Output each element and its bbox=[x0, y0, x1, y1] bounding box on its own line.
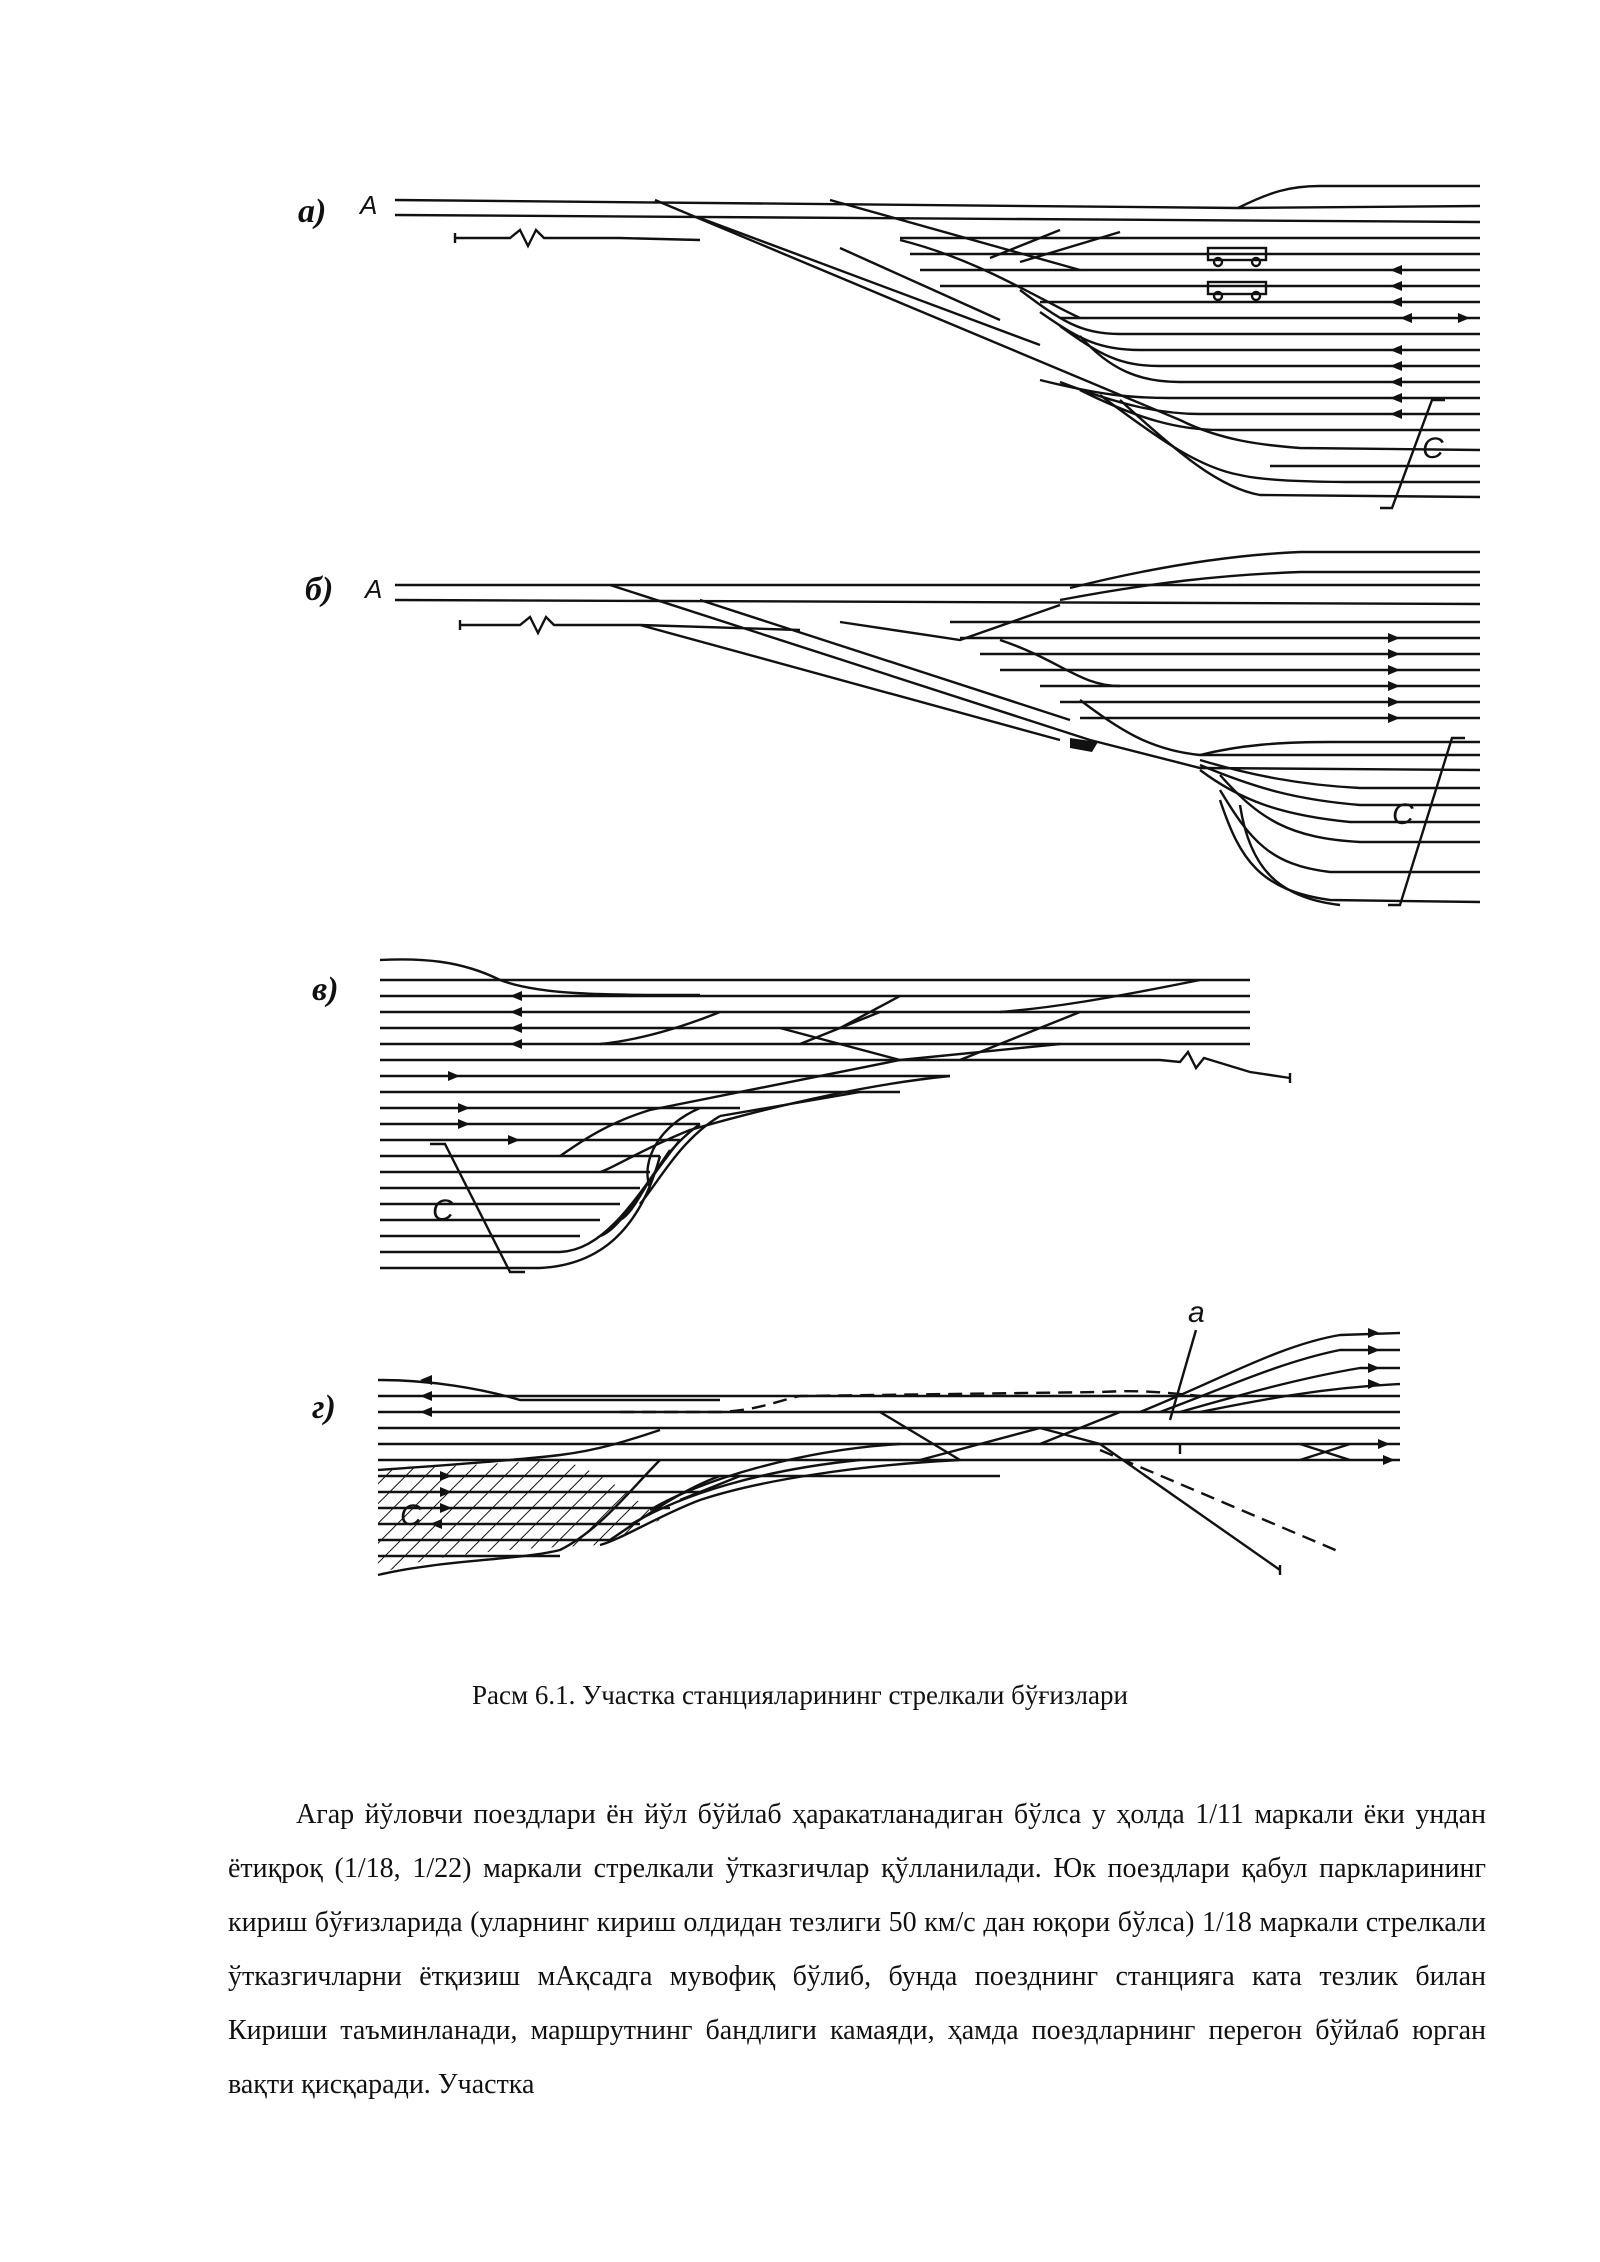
figure-caption: Расм 6.1. Участка станцияларининг стрелкали бўғизлари bbox=[472, 1680, 1128, 1710]
panel-g bbox=[312, 1296, 1400, 1575]
panel-g-marker-label: а bbox=[1188, 1296, 1205, 1329]
body-paragraph: Агар йўловчи поездлари ён йўл бўйлаб ҳаракатланадиган бўлса у ҳолда 1/11 маркали ёки ундан ётиқроқ (1/18, 1/22) маркали стрелкали ўтказгичлар қўлланилади. Юк поездлари қабул паркларининг кириш бўғизларида (уларнинг кириш олдидан тезлиги 50 км/с дан юқори бўлса) 1/18 маркали стрелкали ўтказгичларни ётқизиш мАқсадга мувофиқ бўлиб, бунда поезднинг станцияга ката тезлик билан Кириши таъминланади, маршрутнинг бандлиги камаяди, ҳамда поездларнинг перегон бўйлаб юрган вақти қисқаради. Участка bbox=[228, 1799, 1486, 2100]
panel-g-zone-label: С bbox=[400, 1499, 422, 1532]
panel-a bbox=[298, 186, 1480, 508]
panel-b-zone-label: С bbox=[1392, 798, 1414, 831]
panel-v-label: в) bbox=[312, 971, 339, 1008]
panel-a-track-label: А bbox=[360, 190, 378, 220]
panel-a-label: а) bbox=[298, 193, 327, 230]
panel-b bbox=[305, 552, 1480, 905]
panel-a-zone-label: С bbox=[1422, 432, 1444, 465]
panel-b-track-label: А bbox=[365, 574, 383, 604]
panel-v-zone-label: С bbox=[432, 1194, 454, 1227]
panel-b-label: б) bbox=[305, 571, 334, 608]
panel-g-label: г) bbox=[312, 1389, 336, 1426]
panel-v bbox=[312, 959, 1290, 1272]
